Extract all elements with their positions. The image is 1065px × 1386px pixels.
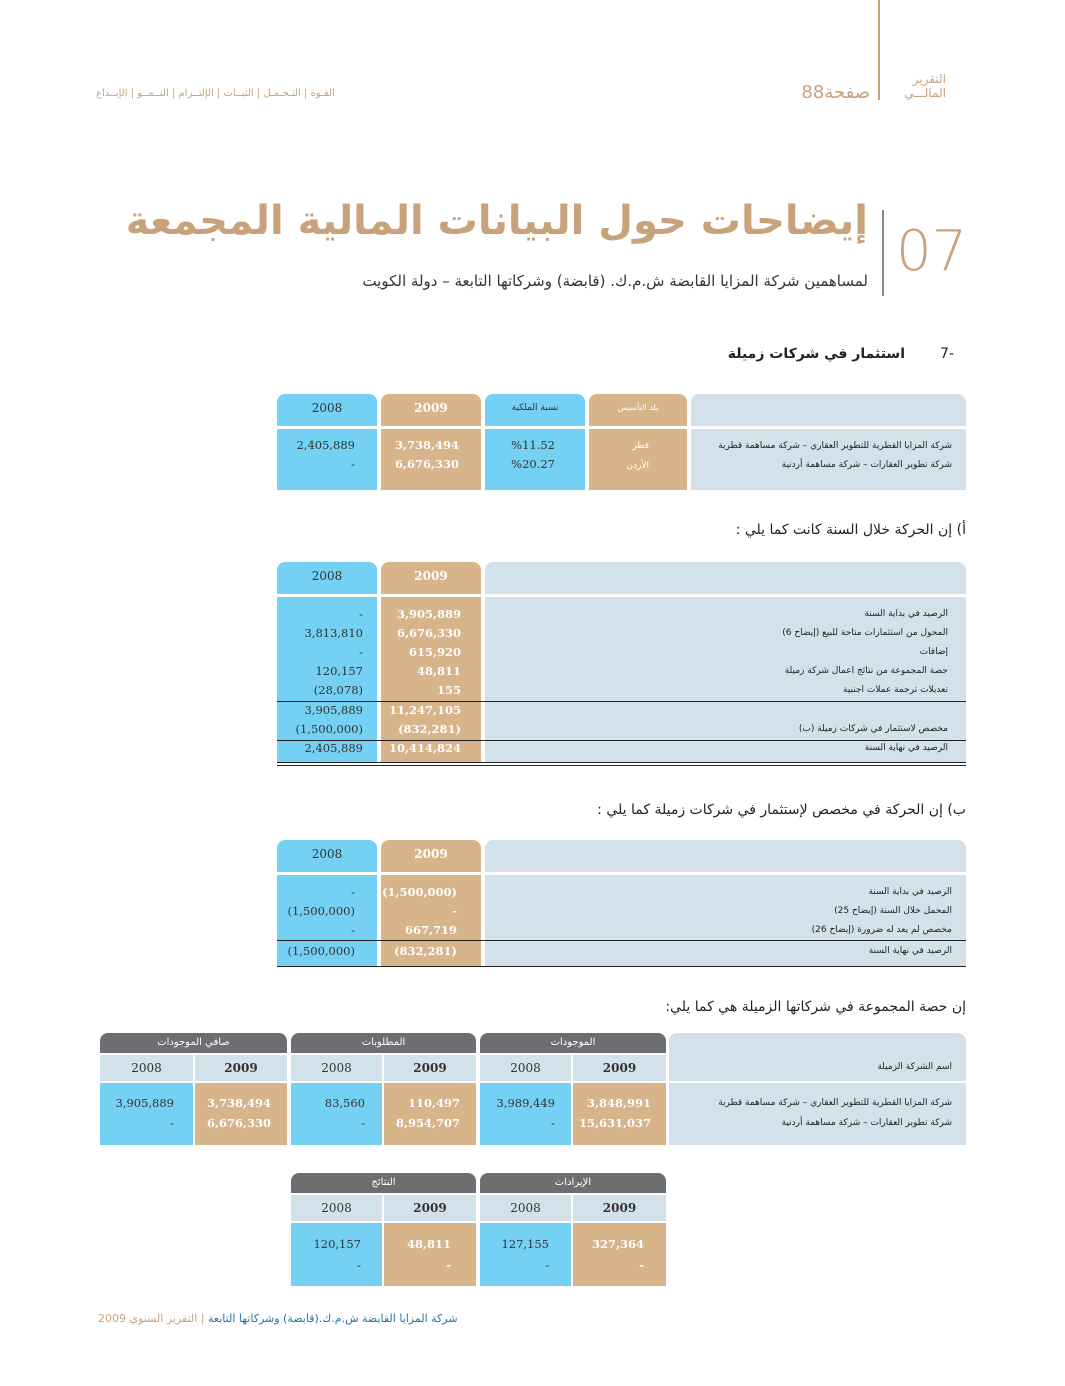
t4-liab-2008-h: 2008 bbox=[291, 1055, 382, 1081]
t3-r3-2008: - bbox=[351, 923, 355, 937]
t5-rev-2008-body bbox=[480, 1223, 571, 1286]
t2-double-line-1 bbox=[277, 762, 966, 763]
t5-r1-res2008: 120,157 bbox=[313, 1237, 361, 1251]
t3-header-2009: 2009 bbox=[381, 840, 481, 872]
t3-r1-2009: (1,500,000) bbox=[382, 885, 457, 899]
t5-group-revenue: الإيرادات bbox=[480, 1173, 666, 1193]
t4-r2-net2009: 6,676,330 bbox=[206, 1116, 271, 1130]
t4-r2-liab2009: 8,954,707 bbox=[395, 1116, 460, 1130]
t5-r1-rev2008: 127,155 bbox=[501, 1237, 549, 1251]
footer-company: شركة المزايا القابضة ش.م.ك.(قابضة) وشركاتها التابعة bbox=[208, 1312, 458, 1325]
t4-name-body bbox=[669, 1083, 966, 1145]
t2-col-2009 bbox=[381, 597, 481, 763]
t4-group-net: صافي الموجودات bbox=[100, 1033, 287, 1053]
t4-liab-2009-h: 2009 bbox=[384, 1055, 476, 1081]
header-values: القـوة | التـحـمـل | الثبــات | الإلتــزام | النــمــو | الإبــداع bbox=[96, 88, 335, 99]
t5-r2-rev2008: - bbox=[545, 1258, 549, 1272]
t1-r1-country: قطر bbox=[632, 441, 649, 451]
t3-header-label bbox=[485, 840, 966, 872]
t2-r3-2008: - bbox=[359, 645, 363, 659]
t2-r2-2008: 3,813,810 bbox=[304, 626, 363, 640]
t4-name-header: اسم الشركة الزميلة bbox=[877, 1062, 952, 1072]
t4-r2-assets2009: 15,631,037 bbox=[578, 1116, 651, 1130]
note-heading: استثمار في شركات زميلة bbox=[727, 346, 905, 362]
col-country-body bbox=[589, 429, 687, 490]
t3-r3-2009: 667,719 bbox=[404, 923, 457, 937]
t5-r2-res2009: - bbox=[446, 1258, 451, 1272]
t4-r2-net2008: - bbox=[170, 1116, 174, 1130]
t4-net-2008-body bbox=[100, 1083, 193, 1145]
t4-net-2009-body bbox=[195, 1083, 287, 1145]
t2-r6-2009: 11,247,105 bbox=[388, 703, 461, 717]
t5-res-2008-body bbox=[291, 1223, 382, 1286]
t5-r2-res2008: - bbox=[357, 1258, 361, 1272]
t4-net-2008-h: 2008 bbox=[100, 1055, 193, 1081]
page-subtitle: لمساهمين شركة المزايا القابضة ش.م.ك. (قابضة) وشركاتها التابعة – دولة الكويت bbox=[362, 272, 868, 290]
t5-group-results: النتائج bbox=[291, 1173, 476, 1193]
page-number: صفحة88 bbox=[801, 82, 870, 103]
t2-r5-2009: 155 bbox=[436, 683, 461, 697]
t2-r2-label: المحول من استثمارات متاحة للبيع (إيضاح 6) bbox=[782, 628, 948, 638]
t2-r8-2009: 10,414,824 bbox=[388, 741, 461, 755]
t3-header-2008: 2008 bbox=[277, 840, 377, 872]
t5-r1-rev2009: 327,364 bbox=[591, 1237, 644, 1251]
t4-assets-2008-h: 2008 bbox=[480, 1055, 571, 1081]
t2-r3-2009: 615,920 bbox=[408, 645, 461, 659]
section-number: 07 bbox=[896, 219, 968, 284]
t2-r4-label: حصة المجموعة من نتائج اعمال شركة زميلة bbox=[784, 666, 948, 676]
t3-r2-2008: (1,500,000) bbox=[287, 904, 355, 918]
t5-r1-res2009: 48,811 bbox=[406, 1237, 451, 1251]
t1-r2-2008: - bbox=[351, 457, 355, 471]
section-b-heading: ب) إن الحركة في مخصص لإستثمار في شركات زميلة كما يلي : bbox=[597, 802, 966, 818]
t3-r4-2008: (1,500,000) bbox=[287, 944, 355, 958]
t4-r2-assets2008: - bbox=[551, 1116, 555, 1130]
t2-r6-2008: 3,905,889 bbox=[304, 703, 363, 717]
t2-r2-2009: 6,676,330 bbox=[396, 626, 461, 640]
t2-r8-label: الرصيد في نهاية السنة bbox=[864, 743, 948, 753]
note-number: 7- bbox=[940, 346, 954, 362]
t1-r2-country: الأردن bbox=[626, 461, 649, 471]
t5-res-2009-h: 2009 bbox=[384, 1195, 476, 1221]
t4-assets-2008-body bbox=[480, 1083, 571, 1145]
t2-r8-2008: 2,405,889 bbox=[304, 741, 363, 755]
t5-rev-2009-body bbox=[573, 1223, 666, 1286]
t2-double-line-2 bbox=[277, 765, 966, 766]
t1-r2-ownership: %20.27 bbox=[511, 457, 555, 471]
col-header-2008: 2008 bbox=[277, 394, 377, 426]
t4-net-2009-h: 2009 bbox=[195, 1055, 287, 1081]
t1-r1-2008: 2,405,889 bbox=[296, 438, 355, 452]
t3-r1-label: الرصيد في بداية السنة bbox=[868, 887, 952, 897]
t4-r1-assets2009: 3,848,991 bbox=[586, 1096, 651, 1110]
t2-r4-2008: 120,157 bbox=[315, 664, 363, 678]
t1-r2-name: شركة تطوير العقارات – شركة مساهمة أردنية bbox=[781, 460, 952, 470]
t2-r1-2009: 3,905,889 bbox=[396, 607, 461, 621]
t2-header-label bbox=[485, 562, 966, 594]
t4-r1-liab2008: 83,560 bbox=[324, 1096, 365, 1110]
t4-group-liabilities: المطلوبات bbox=[291, 1033, 476, 1053]
t3-r2-2009: - bbox=[452, 904, 457, 918]
t2-r1-2008: - bbox=[359, 607, 363, 621]
section-c-heading: إن حصة المجموعة في شركاتها الزميلة هي كما يلي: bbox=[665, 999, 966, 1015]
t4-liab-2009-body bbox=[384, 1083, 476, 1145]
t3-r2-label: المحمل خلال السنة (إيضاح 25) bbox=[834, 906, 952, 916]
header-report-line2: المالـــي bbox=[904, 86, 946, 100]
col-header-2009: 2009 bbox=[381, 394, 481, 426]
header-report-line1: التقرير bbox=[912, 72, 946, 86]
t5-res-2008-h: 2008 bbox=[291, 1195, 382, 1221]
t2-col-2008 bbox=[277, 597, 377, 763]
t4-name-header-bg bbox=[669, 1033, 966, 1081]
t2-header-2008: 2008 bbox=[277, 562, 377, 594]
t4-r1-net2009: 3,738,494 bbox=[206, 1096, 271, 1110]
t5-r2-rev2009: - bbox=[639, 1258, 644, 1272]
col-header-ownership: نسبة الملكية bbox=[485, 394, 585, 426]
footer-report: | التقرير السنوي 2009 bbox=[98, 1312, 209, 1325]
t1-r2-2009: 6,676,330 bbox=[394, 457, 459, 471]
t3-r1-2008: - bbox=[351, 885, 355, 899]
t4-r1-liab2009: 110,497 bbox=[407, 1096, 460, 1110]
t1-r1-ownership: %11.52 bbox=[511, 438, 555, 452]
t4-r2-liab2008: - bbox=[361, 1116, 365, 1130]
t5-res-2009-body bbox=[384, 1223, 476, 1286]
t2-r5-2008: (28,078) bbox=[313, 683, 363, 697]
t4-group-assets: الموجودات bbox=[480, 1033, 666, 1053]
t2-subtotal-line bbox=[277, 701, 966, 702]
footer bbox=[98, 1312, 498, 1325]
t2-header-2009: 2009 bbox=[381, 562, 481, 594]
header-divider bbox=[878, 0, 880, 100]
t5-rev-2009-h: 2009 bbox=[573, 1195, 666, 1221]
t1-r1-name: شركة المزايا القطرية للتطوير العقاري – شركة مساهمة قطرية bbox=[718, 441, 952, 451]
header-report-label bbox=[884, 72, 946, 100]
t2-r3-label: إضافات bbox=[919, 647, 948, 657]
t4-r2-name: شركة تطوير العقارات – شركة مساهمة أردنية bbox=[781, 1118, 952, 1128]
t3-r3-label: مخصص لم يعد له ضرورة (إيضاح 26) bbox=[811, 925, 952, 935]
t2-r7-label: مخصص لاستثمار في شركات زميلة (ب) bbox=[798, 724, 948, 734]
section-a-heading: أ) إن الحركة خلال السنة كانت كما يلي : bbox=[735, 522, 966, 538]
t4-assets-2009-h: 2009 bbox=[573, 1055, 666, 1081]
t3-bottom-line bbox=[277, 966, 966, 967]
t3-total-line bbox=[277, 940, 966, 941]
t4-r1-name: شركة المزايا القطرية للتطوير العقاري – شركة مساهمة قطرية bbox=[718, 1098, 952, 1108]
t2-r5-label: تعديلات ترجمة عملات اجنبية bbox=[842, 685, 948, 695]
t2-r7-2008: (1,500,000) bbox=[295, 722, 363, 736]
t1-r1-2009: 3,738,494 bbox=[394, 438, 459, 452]
title-divider bbox=[882, 210, 884, 296]
t2-r7-2009: (832,281) bbox=[398, 722, 461, 736]
t4-r1-assets2008: 3,989,449 bbox=[496, 1096, 555, 1110]
page-title: إيضاحات حول البيانات المالية المجمعة bbox=[125, 198, 868, 244]
t3-r4-label: الرصيد في نهاية السنة bbox=[868, 946, 952, 956]
col-header-name bbox=[691, 394, 966, 426]
t4-liab-2008-body bbox=[291, 1083, 382, 1145]
t3-r4-2009: (832,281) bbox=[394, 944, 457, 958]
t4-assets-2009-body bbox=[573, 1083, 666, 1145]
col-header-country: بلد التأسيس bbox=[589, 394, 687, 426]
t2-col-label bbox=[485, 597, 966, 763]
t2-r4-2009: 48,811 bbox=[416, 664, 461, 678]
t2-r1-label: الرصيد في بداية السنة bbox=[864, 609, 948, 619]
t4-r1-net2008: 3,905,889 bbox=[115, 1096, 174, 1110]
t5-rev-2008-h: 2008 bbox=[480, 1195, 571, 1221]
